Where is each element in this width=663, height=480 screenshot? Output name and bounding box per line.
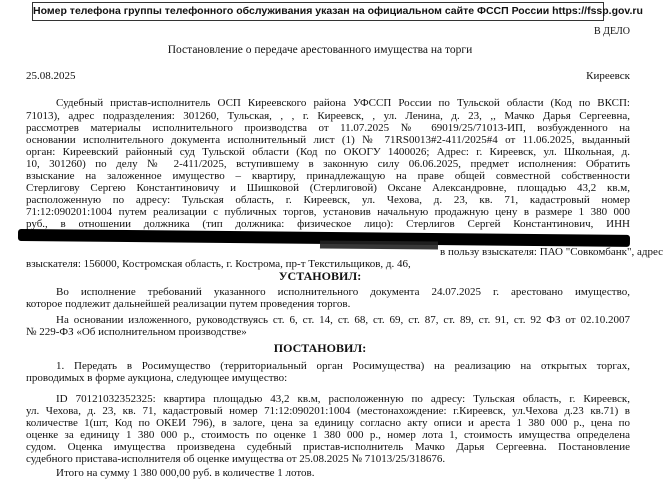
- creditor-line: взыскателя: 156000, Костромская область, г. Кострома, пр-т Текстильщиков, д. 46,: [26, 258, 411, 270]
- section-resolved: ПОСТАНОВИЛ:: [273, 341, 367, 355]
- item-line: судебного пристава-исполнителя об оценке имущества от 25.08.2025 № 71013/25/318676.: [26, 453, 446, 465]
- body-line: Стерлигову Сергею Константиновичу и Шишковой (Стерлиговой) Оксане Александровне, площадью 43,2 кв.м,: [26, 182, 630, 194]
- creditor-line: в пользу взыскателя: ПАО "Совкомбанк", адрес: [440, 246, 663, 258]
- body-line: расположенную по адресу: Тульская область, г. Киреевск, ул. Чехова, д. 23, кв. 71, кадастровый номер: [26, 194, 630, 206]
- resolved-line: проводимых в форме аукциона, следующее имущество:: [26, 372, 288, 384]
- body-line: основании исполнительного документа исполнительный лист (1) № 71RS0013#2-411/2025#4 от 11.06.2025, выданный: [26, 134, 630, 146]
- body-line: 71:12:090201:1004 путем реализации с публичных торгов, установив начальную продажную цену в размере 1 380 000: [26, 206, 630, 218]
- body-line: орган: Киреевский районный суд Тульской области (Код по ОКОГУ 1400026; Адрес: г. Киреевск, ул. Школьная, д.: [26, 146, 630, 158]
- item-line: ул. Чехова, д. 23, кв. 71, кадастровый номер 71:12:090201:1004 (местонахождение: г.Киреевск, ул.Чехова д.23 кв.71) в: [26, 405, 630, 417]
- body-line: 10, 301260) по делу № 2-411/2025, вступившему в законную силу 06.06.2025, предмет исполнения: Обратить: [26, 158, 630, 170]
- document-place: Киреевск: [586, 70, 630, 82]
- basis-line: На основании изложенного, руководствуясь ст. 6, ст. 14, ст. 68, ст. 69, ст. 87, ст. 89, ст. 91, ст. 92 ФЗ от 02.10.2007: [56, 314, 630, 326]
- body-line: 71013), адрес подразделения: 301260, Тульская, , , г. Киреевск, , ул. Ленина, д. 23, ,, Мачко Дарья Сергеевна,: [26, 110, 630, 122]
- item-line: судом. Оценка имущества произведена судебный пристав-исполнитель Мачко Дарья Сергеевна. Постановление: [26, 441, 630, 453]
- total-line: Итого на сумму 1 380 000,00 руб. в количестве 1 лотов.: [56, 467, 315, 479]
- redaction-bar: [320, 240, 438, 249]
- document-title: Постановление о передаче арестованного имущества на торги: [167, 44, 473, 56]
- section-established: УСТАНОВИЛ:: [278, 269, 362, 283]
- body-line: рассмотрев материалы исполнительного производства от 11.07.2025 № 69019/25/71013-ИП, возбужденного на: [26, 122, 630, 134]
- item-line: ID 70121032352325: квартира площадью 43,2 кв.м, расположенную по адресу: Тульская область, г. Киреевск,: [56, 393, 630, 405]
- item-line: оценке за единицу 1 380 000 р., стоимость по оценке 1 380 000 р., номер лота 1, стоимость имущества определена: [26, 429, 630, 441]
- top-notice: Номер телефона группы телефонного обслуживания указан на официальном сайте ФССП России https://fssp.gov.ru: [32, 2, 604, 21]
- established-line: Во исполнение требований указанного исполнительного документа 24.07.2025 г. арестовано имущество,: [56, 286, 630, 298]
- document-date: 25.08.2025: [26, 70, 76, 82]
- resolved-line: 1. Передать в Росимущество (территориальный орган Росимущества) на реализацию на открытых торгах,: [56, 360, 630, 372]
- body-line: взыскание на заложенное имущество – квартиру, принадлежащую на праве общей совместной собственности: [26, 170, 630, 182]
- body-line: руб., в отношении должника (тип должника: физическое лицо): Стерлигов Сергей Константинович, ИНН: [26, 218, 630, 230]
- to-file-mark: В ДЕЛО: [594, 26, 630, 37]
- basis-line: № 229-ФЗ «Об исполнительном производстве»: [26, 326, 247, 338]
- established-line: которое подлежит дальнейшей реализации путем проведения торгов.: [26, 298, 351, 310]
- body-line: Судебный пристав-исполнитель ОСП Киреевского района УФССП России по Тульской области (Код по ВКСП:: [56, 97, 630, 109]
- item-line: количестве 1(шт, Код по ОКЕИ 796), в залоге, цена за единицу согласно акту описи и ареста 1 380 000 р., цена по: [26, 417, 630, 429]
